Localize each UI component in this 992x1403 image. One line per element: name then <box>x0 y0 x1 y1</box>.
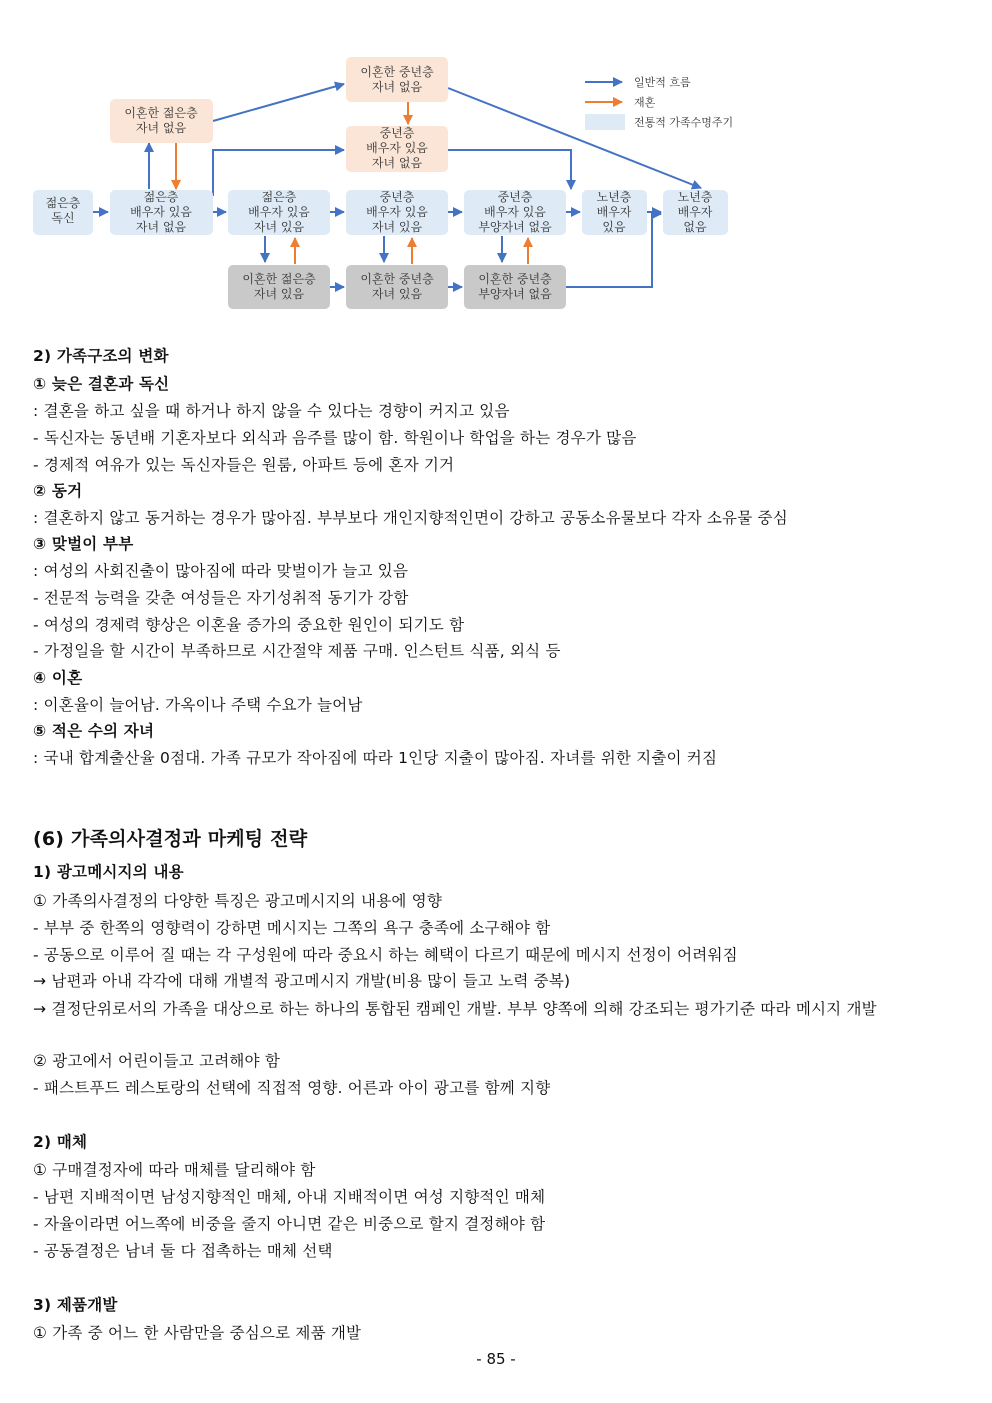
body-line: : 국내 합계출산율 0점대. 가족 규모가 작아짐에 따라 1인당 지출이 많아짐. 자녀를 위한 지출이 커짐 <box>33 749 718 767</box>
body-line: - 부부 중 한쪽의 영향력이 강하면 메시지는 그쪽의 욕구 충족에 소구해야 함 <box>33 919 551 937</box>
body-line: → 결정단위로서의 가족을 대상으로 하는 하나의 통합된 캠페인 개발. 부부 양쪽에 의해 강조되는 평가기준 따라 메시지 개발 <box>33 1000 877 1018</box>
body-line: - 자율이라면 어느쪽에 비중을 줄지 아니면 같은 비중으로 할지 결정해야 함 <box>33 1215 546 1233</box>
subheading: ③ 맞벌이 부부 <box>33 535 134 553</box>
node-middle-married-children <box>346 189 448 235</box>
subheading: ④ 이혼 <box>33 669 83 687</box>
node-young-single <box>33 190 93 235</box>
diagram-legend <box>585 75 733 130</box>
subheading: ② 동거 <box>33 482 83 500</box>
body-line: ① 구매결정자에 따라 매체를 달리해야 함 <box>33 1161 316 1179</box>
flow-arrow <box>448 150 571 189</box>
body-line: - 공동결정은 남녀 둘 다 접촉하는 매체 선택 <box>33 1242 333 1260</box>
legend-label-remarriage: 재혼 <box>634 96 656 109</box>
svg-text:중년층배우자 있음자녀 있음: 중년층 배우자 있음 자녀 있음 <box>366 190 428 234</box>
node-young-divorced-no-children <box>110 99 213 143</box>
node-middle-divorced-children <box>346 265 448 309</box>
body-line: - 남편 지배적이면 남성지향적인 매체, 아내 지배적이면 여성 지향적인 매체 <box>33 1188 546 1206</box>
node-middle-divorced-no-children <box>346 57 448 102</box>
svg-text:중년층배우자 있음자녀 없음: 중년층 배우자 있음 자녀 없음 <box>366 126 428 170</box>
section-heading: 1) 광고메시지의 내용 <box>33 863 184 881</box>
svg-text:이혼한 중년층부양자녀 없음: 이혼한 중년층 부양자녀 없음 <box>478 272 552 301</box>
body-line: → 남편과 아내 각각에 대해 개별적 광고메시지 개발(비용 많이 들고 노력 중복) <box>33 972 571 990</box>
node-young-married-children <box>228 189 330 235</box>
body-line: : 여성의 사회진출이 많아짐에 따라 맞벌이가 늘고 있음 <box>33 562 409 580</box>
body-line: ② 광고에서 어린이들고 고려해야 함 <box>33 1052 281 1070</box>
body-line: : 결혼을 하고 싶을 때 하거나 하지 않을 수 있다는 경향이 커지고 있음 <box>33 402 510 420</box>
svg-text:이혼한 젊은층자녀 없음: 이혼한 젊은층 자녀 없음 <box>124 106 198 135</box>
svg-text:젊은층독신: 젊은층 독신 <box>45 196 81 225</box>
body-line: : 결혼하지 않고 동거하는 경우가 많아짐. 부부보다 개인지향적인면이 강하고 공동소유물보다 각자 소유물 중심 <box>33 509 788 527</box>
body-line: ① 가족의사결정의 다양한 특징은 광고메시지의 내용에 영향 <box>33 892 443 910</box>
legend-label-flow: 일반적 흐름 <box>634 76 691 89</box>
svg-text:이혼한 중년층자녀 없음: 이혼한 중년층 자녀 없음 <box>360 65 434 94</box>
node-old-single <box>663 189 728 235</box>
body-line: : 이혼율이 늘어남. 가옥이나 주택 수요가 늘어남 <box>33 696 363 714</box>
section-heading: 2) 매체 <box>33 1133 88 1151</box>
section-heading: 2) 가족구조의 변화 <box>33 347 169 365</box>
body-line: - 전문적 능력을 갖춘 여성들은 자기성취적 동기가 강함 <box>33 589 409 607</box>
flow-arrow <box>213 84 344 121</box>
subheading: ① 늦은 결혼과 독신 <box>33 375 170 393</box>
body-line: ① 가족 중 어느 한 사람만을 중심으로 제품 개발 <box>33 1324 362 1342</box>
page-number: - 85 - <box>476 1350 516 1368</box>
node-middle-married-no-dependents <box>464 189 566 235</box>
svg-text:노년층배우자있음: 노년층 배우자 있음 <box>596 190 632 234</box>
node-young-married-no-children <box>110 189 213 235</box>
node-middle-married-no-children <box>346 125 448 172</box>
svg-text:이혼한 중년층자녀 있음: 이혼한 중년층 자녀 있음 <box>360 272 434 301</box>
svg-text:이혼한 젊은층자녀 있음: 이혼한 젊은층 자녀 있음 <box>242 272 316 301</box>
family-life-cycle-diagram <box>0 0 992 330</box>
node-middle-divorced-no-dependents <box>464 265 566 309</box>
svg-text:노년층배우자없음: 노년층 배우자 없음 <box>677 190 713 234</box>
subheading: ⑤ 적은 수의 자녀 <box>33 722 155 740</box>
svg-text:젊은층배우자 있음자녀 없음: 젊은층 배우자 있음 자녀 없음 <box>130 190 192 234</box>
body-line: - 여성의 경제력 향상은 이혼율 증가의 중요한 원인이 되기도 함 <box>33 616 465 634</box>
body-line: - 경제적 여유가 있는 독신자들은 원룸, 아파트 등에 혼자 기거 <box>33 456 455 474</box>
legend-label-traditional: 전통적 가족수명주기 <box>634 116 734 129</box>
node-old-married <box>582 189 647 235</box>
node-young-divorced-children <box>228 265 330 309</box>
light-blue-box-icon <box>585 114 625 130</box>
flow-arrow <box>448 88 701 188</box>
body-line: - 가정일을 할 시간이 부족하므로 시간절약 제품 구매. 인스턴트 식품, 외식 등 <box>33 642 561 660</box>
section-heading: 3) 제품개발 <box>33 1296 118 1314</box>
svg-text:중년층배우자 있음부양자녀 없음: 중년층 배우자 있음 부양자녀 없음 <box>478 190 552 234</box>
svg-text:젊은층배우자 있음자녀 있음: 젊은층 배우자 있음 자녀 있음 <box>248 190 310 234</box>
body-line: - 독신자는 동년배 기혼자보다 외식과 음주를 많이 함. 학원이나 학업을 하는 경우가 많음 <box>33 429 637 447</box>
chapter-heading: (6) 가족의사결정과 마케팅 전략 <box>33 828 308 850</box>
body-line: - 공동으로 이루어 질 때는 각 구성원에 따라 중요시 하는 혜택이 다르기 때문에 메시지 선정이 어려워짐 <box>33 946 738 964</box>
body-line: - 패스트푸드 레스토랑의 선택에 직접적 영향. 어른과 아이 광고를 함께 지향 <box>33 1079 551 1097</box>
